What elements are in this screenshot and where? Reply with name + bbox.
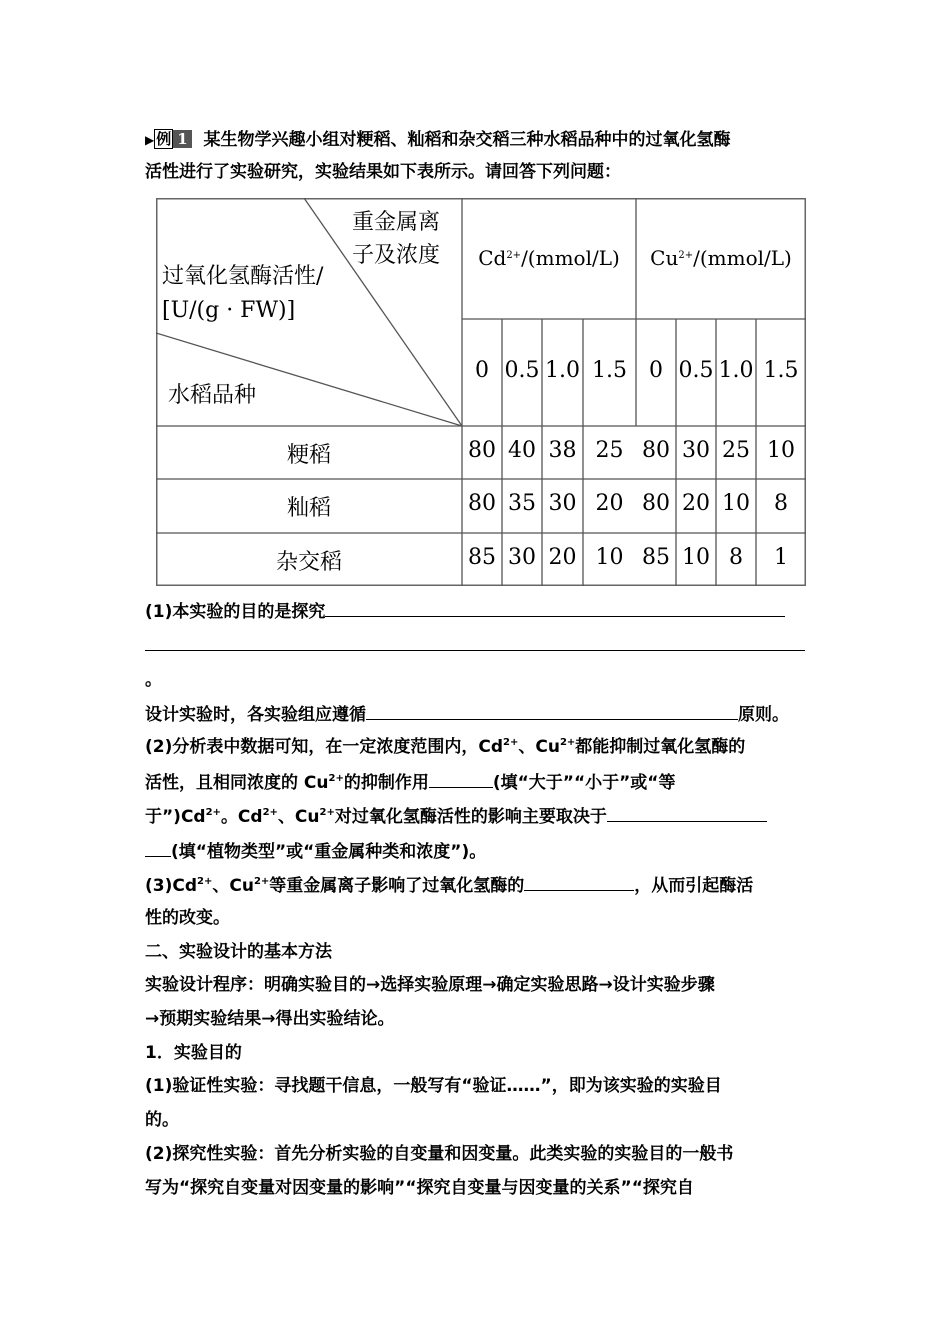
- q1-line-1: [145, 598, 785, 624]
- table-cell: 80: [642, 437, 670, 463]
- q2-line-3: [145, 803, 767, 829]
- q2-text: 活性，且相同浓度的 Cu: [145, 773, 329, 793]
- q2-text: 对过氧化氢酶活性的影响主要取决于: [334, 807, 607, 827]
- q1-period: 。: [145, 670, 162, 690]
- table-cell: 30: [548, 491, 577, 516]
- header-cu-group: [636, 246, 806, 270]
- row-variety-name: 杂交稻: [275, 549, 342, 575]
- table-cell: 10: [595, 544, 624, 570]
- q2-text: 都能抑制过氧化氢酶的: [575, 737, 746, 757]
- triangle-icon: ▶: [145, 133, 155, 147]
- subsection-heading: 1．实验目的: [145, 1043, 242, 1063]
- q2-line-1: [145, 735, 745, 759]
- header-metal-ion-line-2: 子及浓度: [352, 243, 441, 268]
- charge-sup: 2+: [253, 876, 270, 887]
- q2-text: 的抑制作用: [343, 773, 429, 793]
- q2-text: (填“大于”“小于”或“等: [492, 773, 676, 793]
- row-variety-name: 籼稻: [286, 496, 331, 521]
- table-cell: 1: [774, 544, 788, 570]
- q1-principle-suffix: 原则。: [738, 705, 789, 725]
- section-paragraph: →预期实验结果→得出实验结论。: [145, 1009, 395, 1029]
- q3-structure-blank[interactable]: [524, 872, 634, 891]
- q2-text: 、Cu: [518, 737, 560, 757]
- charge-sup: 2+: [328, 773, 344, 784]
- cu-charge: 2+: [678, 250, 694, 261]
- table-cell: 80: [468, 491, 496, 516]
- header-enzyme-activity-line-2: [U/(g · FW)]: [162, 298, 296, 323]
- section-paragraph: 的。: [145, 1110, 179, 1130]
- q1-principle-prefix: 设计实验时，各实验组应遵循: [145, 705, 366, 725]
- q1-line-2: [145, 632, 805, 658]
- table-cell: 20: [595, 491, 624, 516]
- enzyme-activity-table: [156, 198, 806, 586]
- charge-sup: 2+: [319, 807, 335, 818]
- concentration-cell: 1.5: [592, 358, 627, 383]
- section-paragraph: 写为“探究自变量对因变量的影响”“探究自变量与因变量的关系”“探究自: [145, 1178, 694, 1198]
- header-cd-group: [462, 246, 636, 270]
- table-cell: 85: [468, 544, 496, 570]
- q3-text: 等重金属离子影响了过氧化氢酶的: [269, 876, 525, 896]
- example-line-1: [145, 127, 731, 152]
- cu-symbol: Cu: [650, 246, 679, 270]
- table-cell: 38: [548, 437, 577, 463]
- table-cell: 8: [774, 491, 788, 516]
- example-number: 1: [173, 130, 191, 148]
- table-cell: 30: [508, 544, 536, 570]
- cd-charge: 2+: [506, 250, 522, 261]
- q3-text: 、Cu: [212, 876, 254, 896]
- table-cell: 20: [548, 544, 577, 570]
- q3-line-1: [145, 872, 753, 898]
- example-text-1: 某生物学兴趣小组对粳稻、籼稻和杂交稻三种水稻品种中的过氧化氢酶: [203, 130, 731, 150]
- section-title: 二、实验设计的基本方法: [145, 942, 332, 962]
- header-rice-variety: 水稻品种: [168, 383, 257, 408]
- table-cell: 10: [767, 437, 795, 463]
- table-cell: 20: [682, 491, 710, 516]
- concentration-cell: 0.5: [504, 358, 540, 383]
- table-cell: 10: [682, 544, 710, 570]
- q3-line-2: 性的改变。: [145, 908, 230, 928]
- example-badge: [145, 127, 192, 152]
- row-variety-name: 粳稻: [286, 442, 331, 468]
- concentration-cell: 1.0: [718, 358, 754, 383]
- charge-sup: 2+: [205, 807, 221, 818]
- q1-prefix: (1)本实验的目的是探究: [145, 602, 326, 622]
- q1-answer-blank-1[interactable]: [325, 598, 785, 617]
- table-cell: 80: [642, 491, 670, 516]
- q3-text: (3)Cd: [145, 876, 198, 896]
- header-metal-ion-line-1: 重金属离: [352, 210, 441, 235]
- q2-text: 、Cu: [277, 807, 320, 827]
- section-paragraph: 实验设计程序：明确实验目的→选择实验原理→确定实验思路→设计实验步骤: [145, 975, 715, 995]
- q2-line-2: [145, 769, 675, 795]
- q2-text: 。Cd: [220, 807, 263, 827]
- concentration-cell: 1.0: [545, 358, 580, 383]
- table-cell: 25: [595, 437, 624, 463]
- section-paragraph: (2)探究性实验：首先分析实验的自变量和因变量。此类实验的实验目的一般书: [145, 1144, 734, 1164]
- q2-factor-blank[interactable]: [607, 803, 767, 822]
- concentration-cell: 1.5: [763, 358, 799, 383]
- table-cell: 30: [682, 437, 710, 463]
- q1-line-4: [145, 701, 789, 727]
- q1-principle-blank[interactable]: [366, 701, 738, 720]
- charge-sup: 2+: [262, 807, 278, 818]
- q2-text: 于”)Cd: [145, 807, 206, 827]
- cd-symbol: Cd: [478, 246, 507, 270]
- table-cell: 25: [722, 437, 750, 463]
- q2-text: (填“植物类型”或“重金属种类和浓度”)。: [171, 842, 487, 862]
- concentration-cell: 0.5: [678, 358, 714, 383]
- cd-unit: /(mmol/L): [521, 246, 620, 270]
- charge-sup: 2+: [503, 737, 519, 748]
- table-cell: 80: [468, 437, 496, 463]
- concentration-cell: 0: [649, 358, 663, 383]
- charge-sup: 2+: [559, 737, 576, 748]
- q2-text: (2)分析表中数据可知，在一定浓度范围内，Cd: [145, 737, 504, 757]
- table-cell: 35: [508, 491, 536, 516]
- section-paragraph: (1)验证性实验：寻找题干信息，一般写有“验证……”，即为该实验的实验目: [145, 1076, 722, 1096]
- q1-answer-blank-2[interactable]: [145, 632, 805, 651]
- example-text-2: 活性进行了实验研究，实验结果如下表所示。请回答下列问题：: [145, 162, 621, 182]
- concentration-cell: 0: [475, 358, 489, 383]
- example-marker: 例: [156, 130, 172, 148]
- q2-line-4: [145, 838, 486, 864]
- table-cell: 10: [722, 491, 750, 516]
- header-enzyme-activity: [162, 260, 323, 328]
- table-cell: 85: [642, 544, 670, 570]
- header-metal-ion: [352, 206, 440, 272]
- q2-factor-blank-cont[interactable]: [145, 838, 171, 857]
- table-cell: 8: [729, 544, 743, 570]
- table-cell: 40: [508, 437, 536, 463]
- header-enzyme-activity-line-1: 过氧化氢酶活性/: [162, 264, 324, 289]
- cu-unit: /(mmol/L): [693, 246, 792, 270]
- charge-sup: 2+: [197, 876, 213, 887]
- q3-text: ，从而引起酶活: [634, 876, 754, 896]
- q2-compare-blank[interactable]: [429, 769, 493, 788]
